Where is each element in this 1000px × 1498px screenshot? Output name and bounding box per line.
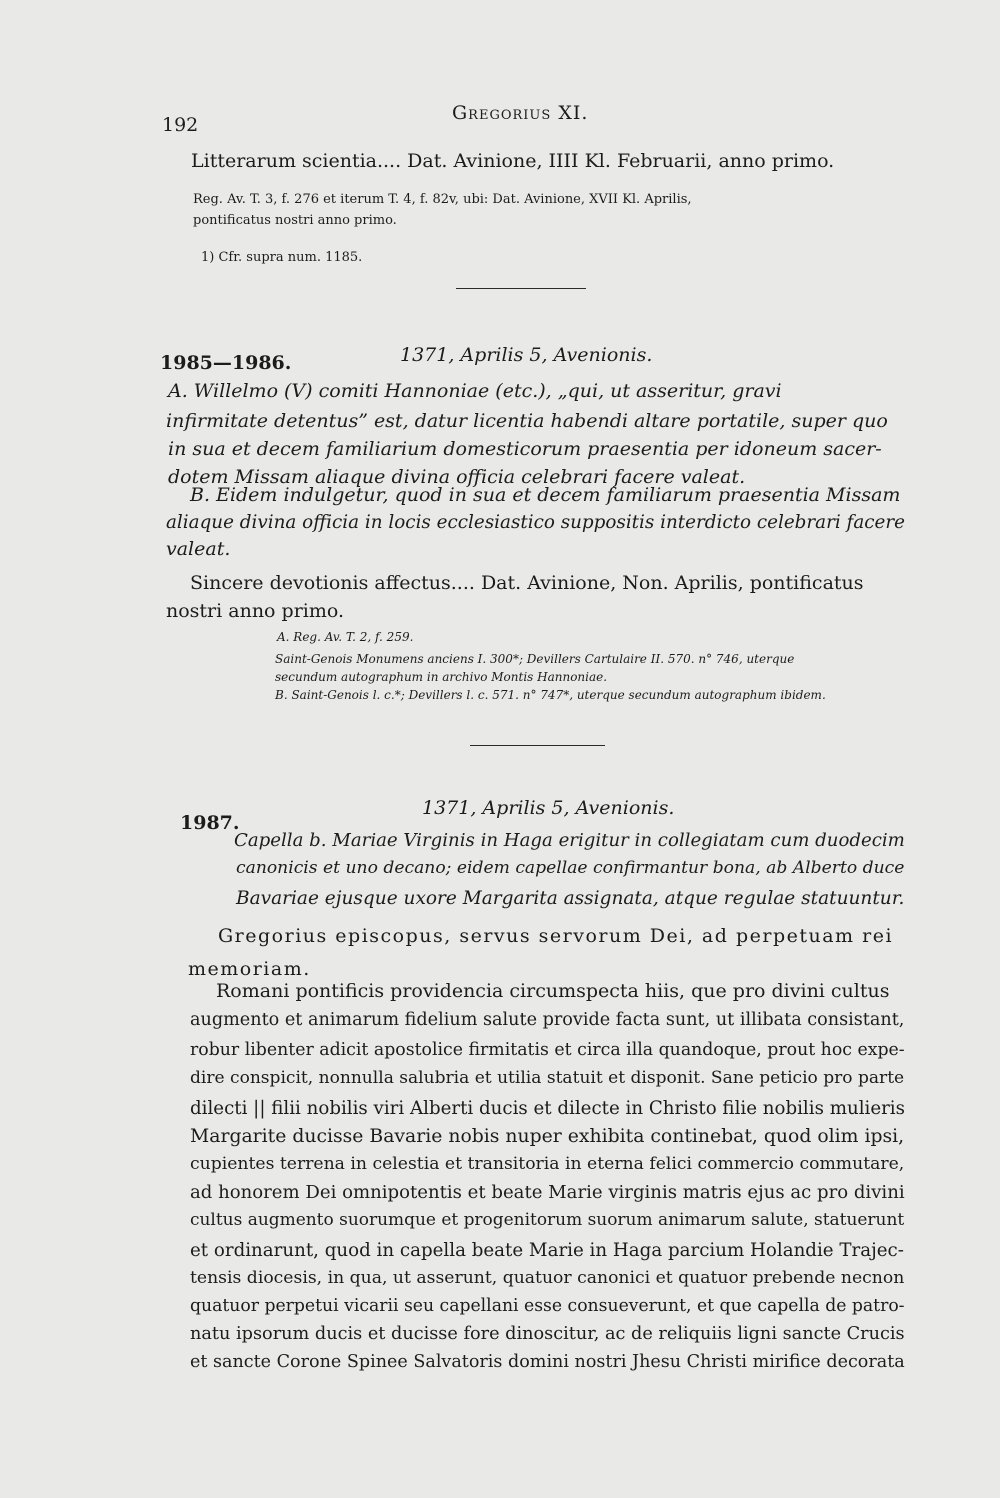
entry-source: B. Saint-Genois l. c.*; Devillers l. c. 571. n° 747*, uterque secundum autographum ibidem. [275,688,826,702]
footnote: 1) Cfr. supra num. 1185. [201,250,363,265]
entry-summary: in sua et decem familiarium domesticorum praesentia per idoneum sacer- [168,438,882,460]
entry-text: et sancte Corone Spinee Salvatoris domini nostri Jhesu Christi mirifice decorata [190,1352,905,1372]
entry-summary: Bavariae ejusque uxore Margarita assignata, atque regulae statuuntur. [236,888,905,909]
separator-rule [470,745,605,746]
entry-date: 1371, Aprilis 5, Avenionis. [422,797,675,819]
entry-text: Sincere devotionis affectus.... Dat. Avinione, Non. Aprilis, pontificatus [190,572,864,594]
entry-summary: B. Eidem indulgetur, quod in sua et decem familiarum praesentia Missam [190,484,901,506]
entry-summary: canonicis et uno decano; eidem capellae confirmantur bona, ab Alberto duce [236,858,905,878]
entry-text: tensis diocesis, in qua, ut asserunt, quatuor canonici et quatuor prebende necnon [190,1268,905,1288]
entry-text: dilecti || filii nobilis viri Alberti ducis et dilecte in Christo filie nobilis mulieris [190,1098,905,1119]
entry-date: 1371, Aprilis 5, Avenionis. [400,344,653,366]
entry-summary: A. Willelmo (V) comiti Hannoniae (etc.), „qui, ut asseritur, gravi [168,380,782,402]
entry-text: cupientes terrena in celestia et transitoria in eterna felici commercio commutare, [190,1154,905,1174]
running-title: Gregorius XI. [452,102,589,124]
entry-text: dire conspicit, nonnulla salubria et utilia statuit et disponit. Sane peticio pro parte [190,1068,905,1088]
separator-rule [456,288,586,289]
prev-entry-source-cont: pontificatus nostri anno primo. [193,213,397,228]
entry-text: natu ipsorum ducis et ducisse fore dinoscitur, ac de reliquiis ligni sancte Crucis [190,1324,905,1344]
entry-text: nostri anno primo. [166,600,345,622]
prev-entry-source: Reg. Av. T. 3, f. 276 et iterum T. 4, f. 82v, ubi: Dat. Avinione, XVII Kl. Aprilis, [193,192,692,207]
entry-number: 1987. [180,812,240,834]
entry-text: Margarite ducisse Bavarie nobis nuper exhibita continebat, quod olim ipsi, [190,1126,905,1147]
entry-text: Romani pontificis providencia circumspecta hiis, que pro divini cultus [216,980,890,1002]
entry-number: 1985—1986. [160,352,292,374]
entry-text: cultus augmento suorumque et progenitorum suorum animarum salute, statuerunt [190,1210,905,1230]
entry-text: augmento et animarum fidelium salute provide facta sunt, ut illibata consistant, [190,1010,905,1030]
entry-summary: aliaque divina officia in locis ecclesiastico suppositis interdicto celebrari facere [166,512,905,533]
entry-text: Gregorius episcopus, servus servorum Dei, ad perpetuam rei [218,925,894,947]
entry-text: memoriam. [188,958,311,980]
entry-summary: infirmitate detentus” est, datur licentia habendi altare portatile, super quo [166,410,888,432]
entry-text: robur libenter adicit apostolice firmitatis et circa illa quandoque, prout hoc expe- [190,1040,905,1060]
entry-source: A. Reg. Av. T. 2, f. 259. [277,630,414,644]
entry-text: quatuor perpetui vicarii seu capellani esse consueverunt, et que capella de patro- [190,1296,905,1316]
entry-text: et ordinarunt, quod in capella beate Marie in Haga parcium Holandie Trajec- [190,1240,904,1261]
entry-summary: valeat. [166,538,231,560]
entry-source: Saint-Genois Monumens anciens I. 300*; Devillers Cartulaire II. 570. n° 746, uterque [275,652,795,666]
prev-entry-text: Litterarum scientia.... Dat. Avinione, IIII Kl. Februarii, anno primo. [191,150,835,172]
entry-summary: Capella b. Mariae Virginis in Haga erigitur in collegiatam cum duodecim [234,830,905,851]
entry-summary: dotem Missam aliaque divina officia celebrari facere valeat. [168,466,746,488]
page-number: 192 [162,114,199,136]
entry-text: ad honorem Dei omnipotentis et beate Marie virginis matris ejus ac pro divini [190,1182,905,1203]
entry-source: secundum autographum in archivo Montis Hannoniae. [275,670,608,684]
